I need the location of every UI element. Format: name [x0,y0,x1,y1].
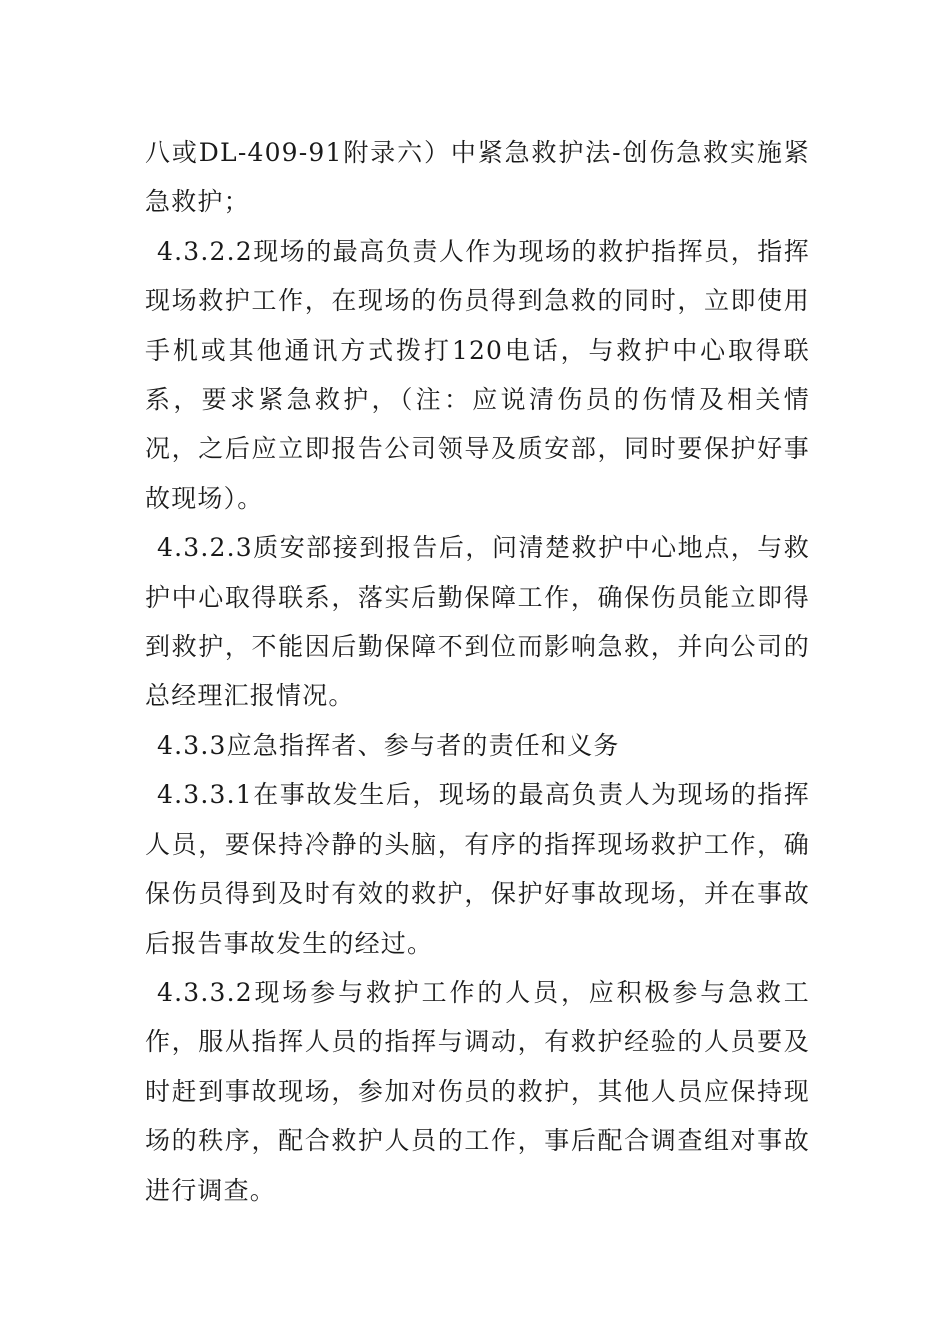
paragraph-4-3-3-2: 4.3.3.2现场参与救护工作的人员，应积极参与急救工作，服从指挥人员的指挥与调动，有救护经验的人员要及时赶到事故现场，参加对伤员的救护，其他人员应保持现场的秩序，配合救护人员的工作，事后配合调查组对事故进行调查。 [145,977,810,1205]
document-body [145,128,810,1215]
paragraph-4-3-2-3: 4.3.2.3质安部接到报告后，问清楚救护中心地点，与救护中心取得联系，落实后勤保障工作，确保伤员能立即得到救护，不能因后勤保障不到位而影响急救，并向公司的总经理汇报情况。 [145,533,810,711]
paragraph-continuation: 八或DL-409-91附录六）中紧急救护法-创伤急救实施紧急救护； [145,138,810,217]
paragraph-4-3-2-2: 4.3.2.2现场的最高负责人作为现场的救护指挥员，指挥现场救护工作，在现场的伤员得到急救的同时，立即使用手机或其他通讯方式拨打120电话，与救护中心取得联系，要求紧急救护，（注：应说清伤员的伤情及相关情况，之后应立即报告公司领导及质安部，同时要保护好事故现场）。 [145,236,810,513]
section-heading-4-3-3: 4.3.3应急指挥者、参与者的责任和义务 [157,730,620,760]
paragraph-4-3-3-1: 4.3.3.1在事故发生后，现场的最高负责人为现场的指挥人员，要保持冷静的头脑，有序的指挥现场救护工作，确保伤员得到及时有效的救护，保护好事故现场，并在事故后报告事故发生的经过。 [145,780,810,958]
